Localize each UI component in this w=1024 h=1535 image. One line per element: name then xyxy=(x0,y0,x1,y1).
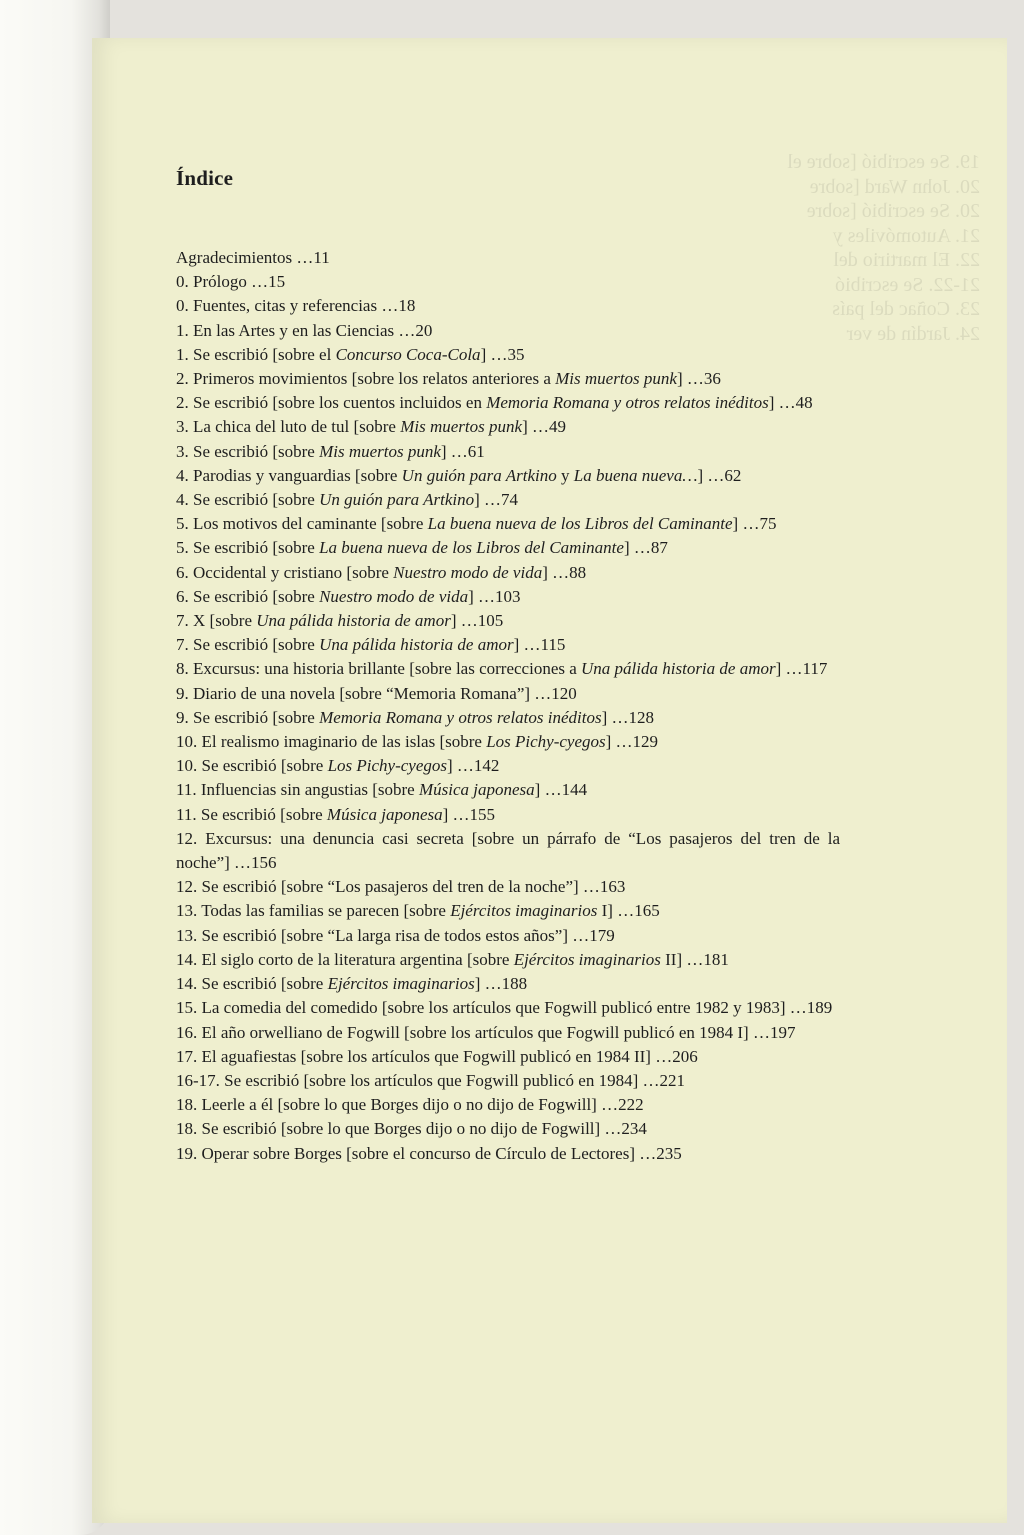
toc-entry xyxy=(176,609,840,633)
toc-entry xyxy=(176,343,840,367)
toc-entry-work-title: Una pálida historia de amor xyxy=(256,611,451,631)
toc-entry xyxy=(176,561,840,585)
toc-entry-text: 6. Se escribió [sobre xyxy=(176,586,320,606)
toc-entry xyxy=(176,657,840,681)
toc-entry-text: 4. Parodias y vanguardias [sobre xyxy=(176,465,402,485)
toc-entry-text: 16. El año orwelliano de Fogwill [sobre los artículos que Fogwill publicó en 1984 I] …197 xyxy=(176,1022,796,1042)
toc-entry-work-title: La buena nueva de los Libros del Caminante xyxy=(427,514,733,534)
toc-entry xyxy=(176,827,840,875)
toc-entry xyxy=(176,706,840,730)
toc-entry-text: ] …155 xyxy=(442,804,496,824)
toc-entry xyxy=(176,246,840,270)
toc-entry xyxy=(176,488,840,512)
toc-entry xyxy=(176,633,840,657)
toc-entry-text: ] …105 xyxy=(450,611,504,631)
toc-entry xyxy=(176,803,840,827)
toc-entry-text: 14. El siglo corto de la literatura argentina [sobre xyxy=(176,949,514,969)
toc-entry-text: 7. Se escribió [sobre xyxy=(176,635,320,655)
table-of-contents xyxy=(176,166,840,1166)
toc-entry-work-title: Los Pichy-cyegos xyxy=(327,756,447,776)
toc-entry-text: 17. El aguafiestas [sobre los artículos que Fogwill publicó en 1984 II] …206 xyxy=(176,1046,698,1066)
toc-entry-work-title: La buena nueva de los Libros del Caminante xyxy=(319,538,624,558)
toc-entry-work-title: Memoria Romana y otros relatos inéditos xyxy=(486,393,769,413)
toc-entry-text: 1. Se escribió [sobre el xyxy=(176,344,336,364)
toc-entry xyxy=(176,924,840,948)
toc-entry-text: ] …88 xyxy=(542,562,587,582)
toc-entry xyxy=(176,996,840,1020)
toc-entry xyxy=(176,1069,840,1093)
toc-entry-text: 3. La chica del luto de tul [sobre xyxy=(176,417,401,437)
toc-entry-text: 12. Se escribió [sobre “Los pasajeros del tren de la noche”] …163 xyxy=(176,877,626,897)
toc-entry-work-title: Memoria Romana y otros relatos inéditos xyxy=(319,707,602,727)
page-title: Índice xyxy=(176,166,234,190)
toc-entry xyxy=(176,778,840,802)
toc-entry-text: 18. Se escribió [sobre lo que Borges dijo o no dijo de Fogwill] …234 xyxy=(176,1119,647,1139)
toc-entry-text: ] …35 xyxy=(480,344,525,364)
toc-entry xyxy=(176,899,840,923)
toc-entry-text: y xyxy=(556,465,574,485)
toc-entry-work-title: Un guión para Artkino xyxy=(401,465,557,485)
toc-entry-text: 7. X [sobre xyxy=(176,611,257,631)
toc-entry-text: 19. Operar sobre Borges [sobre el concurso de Círculo de Lectores] …235 xyxy=(176,1143,682,1163)
toc-entry-text: 1. En las Artes y en las Ciencias …20 xyxy=(176,320,433,340)
toc-entry xyxy=(176,367,840,391)
toc-entry-text: 11. Se escribió [sobre xyxy=(176,804,327,824)
toc-entry xyxy=(176,294,840,318)
toc-entry xyxy=(176,972,840,996)
toc-entry-work-title: Música japonesa xyxy=(326,804,443,824)
toc-entry-text: 18. Leerle a él [sobre lo que Borges dijo o no dijo de Fogwill] …222 xyxy=(176,1095,644,1115)
toc-entry-text: ] …144 xyxy=(534,780,588,800)
toc-entry-text: 10. El realismo imaginario de las islas [sobre xyxy=(176,732,487,752)
toc-entry-text: II] …181 xyxy=(660,949,729,969)
toc-entry-text: ] …188 xyxy=(474,974,528,994)
toc-entry-text: I] …165 xyxy=(597,901,660,921)
toc-entry-work-title: Mis muertos punk xyxy=(319,441,441,461)
toc-entry-text: 2. Primeros movimientos [sobre los relatos anteriores a xyxy=(176,369,556,389)
toc-entry-text: ] …36 xyxy=(676,369,721,389)
toc-entry-text: 5. Los motivos del caminante [sobre xyxy=(176,514,428,534)
toc-entry-text: ] …75 xyxy=(732,514,777,534)
toc-entry-text: 13. Todas las familias se parecen [sobre xyxy=(176,901,451,921)
toc-entry xyxy=(176,1117,840,1141)
toc-entry-text: 9. Diario de una novela [sobre “Memoria Romana”] …120 xyxy=(176,683,577,703)
toc-entry-text: 0. Fuentes, citas y referencias …18 xyxy=(176,296,416,316)
toc-entry-work-title: Nuestro modo de vida xyxy=(393,562,543,582)
toc-entry-text: 8. Excursus: una historia brillante [sobre las correcciones a xyxy=(176,659,582,679)
toc-entry-work-title: La buena nueva… xyxy=(573,465,698,485)
toc-entry xyxy=(176,754,840,778)
show-through-text: 19. Se escribió [sobre el 20. John Ward [sobre 20. Se escribió [sobre 21. Automóviles y 22. El martirio del 21-22. Se escribió 23. Coñac del país 24. Jardín de ver xyxy=(787,151,980,345)
toc-entry-text: 11. Influencias sin angustias [sobre xyxy=(176,780,419,800)
toc-entry-text: ] …142 xyxy=(447,756,500,776)
toc-entry-text: ] …115 xyxy=(513,635,566,655)
toc-entry-text: 6. Occidental y cristiano [sobre xyxy=(176,562,394,582)
toc-entry-text: ] …87 xyxy=(623,538,668,558)
toc-entry xyxy=(176,1021,840,1045)
toc-list xyxy=(176,246,840,1166)
toc-entry-work-title: Música japonesa xyxy=(418,780,535,800)
toc-entry-text: 16-17. Se escribió [sobre los artículos que Fogwill publicó en 1984] …221 xyxy=(176,1070,685,1090)
toc-entry-text: ] …62 xyxy=(697,465,742,485)
toc-entry-work-title: Ejércitos imaginarios xyxy=(513,949,661,969)
toc-entry xyxy=(176,440,840,464)
toc-entry xyxy=(176,464,840,488)
toc-entry xyxy=(176,875,840,899)
toc-entry-text: ] …61 xyxy=(440,441,485,461)
toc-entry-text: ] …129 xyxy=(605,732,659,752)
toc-entry-text: 12. Excursus: una denuncia casi secreta [sobre un párrafo de “Los pasajeros del tren de la noche”] …156 xyxy=(176,828,840,873)
toc-entry xyxy=(176,391,840,415)
toc-entry xyxy=(176,1093,840,1117)
toc-entry-text: 4. Se escribió [sobre xyxy=(176,490,320,510)
toc-entry-work-title: Mis muertos punk xyxy=(555,369,677,389)
toc-entry xyxy=(176,948,840,972)
toc-entry xyxy=(176,415,840,439)
toc-entry-text: 3. Se escribió [sobre xyxy=(176,441,320,461)
toc-entry-text: Agradecimientos …11 xyxy=(176,248,330,267)
toc-entry xyxy=(176,536,840,560)
toc-entry xyxy=(176,1142,840,1166)
toc-entry-work-title: Ejércitos imaginarios xyxy=(450,901,598,921)
toc-entry-work-title: Ejércitos imaginarios xyxy=(327,974,475,994)
toc-entry-text: 9. Se escribió [sobre xyxy=(176,707,320,727)
toc-entry-text: ] …117 xyxy=(775,659,828,679)
toc-entry-text: 10. Se escribió [sobre xyxy=(176,756,328,776)
toc-entry-text: ] …103 xyxy=(468,586,521,606)
toc-entry-text: ] …48 xyxy=(768,393,813,413)
toc-entry xyxy=(176,682,840,706)
toc-entry xyxy=(176,730,840,754)
toc-entry-text: 5. Se escribió [sobre xyxy=(176,538,320,558)
toc-entry xyxy=(176,585,840,609)
toc-entry-work-title: Una pálida historia de amor xyxy=(319,635,514,655)
toc-entry-work-title: Un guión para Artkino xyxy=(319,490,475,510)
toc-entry-text: 13. Se escribió [sobre “La larga risa de todos estos años”] …179 xyxy=(176,925,615,945)
toc-entry-work-title: Mis muertos punk xyxy=(400,417,523,437)
toc-entry-text: 2. Se escribió [sobre los cuentos incluidos en xyxy=(176,393,487,413)
toc-entry-text: 15. La comedia del comedido [sobre los artículos que Fogwill publicó entre 1982 y 1983] …189 xyxy=(176,998,833,1018)
toc-entry xyxy=(176,319,840,343)
toc-entry xyxy=(176,270,840,294)
toc-entry-work-title: Nuestro modo de vida xyxy=(319,586,469,606)
toc-entry-text: 14. Se escribió [sobre xyxy=(176,974,328,994)
toc-entry-text: ] …128 xyxy=(601,707,655,727)
toc-entry xyxy=(176,512,840,536)
toc-entry-text: 0. Prólogo …15 xyxy=(176,272,286,292)
toc-entry-work-title: Los Pichy-cyegos xyxy=(486,732,606,752)
toc-entry-work-title: Una pálida historia de amor xyxy=(581,659,776,679)
toc-entry-work-title: Concurso Coca-Cola xyxy=(335,344,481,364)
toc-entry xyxy=(176,1045,840,1069)
toc-entry-text: ] …74 xyxy=(474,490,519,510)
toc-entry-text: ] …49 xyxy=(522,417,566,437)
